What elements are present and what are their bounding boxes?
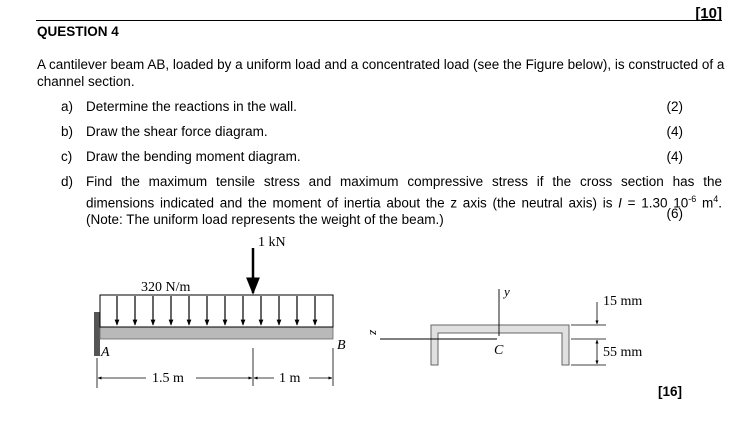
inertia-value: = 1.30 10 (621, 195, 689, 210)
part-d-main: Find the maximum tensile stress and maximum compressive stress if the cross section has the dimensions indicated and the moment of inertia about the z axis (the neutral axis) is (86, 174, 722, 210)
part-text: Draw the shear force diagram. (86, 124, 268, 139)
part-text: Draw the bending moment diagram. (86, 149, 301, 164)
part-marks: (6) (666, 206, 683, 221)
distributed-load-arrows (117, 296, 315, 325)
part-label: a) (61, 99, 74, 114)
dim-right-label: 1 m (279, 371, 301, 386)
question-title: QUESTION 4 (37, 24, 119, 39)
part-label: b) (61, 124, 74, 139)
part-text: Determine the reactions in the wall. (86, 99, 297, 114)
y-axis-label: y (504, 284, 510, 299)
beam (100, 327, 333, 339)
unit-exponent: 4 (713, 193, 719, 204)
inertia-unit: m (696, 195, 714, 210)
question-total-marks: [10] (695, 5, 722, 22)
centroid-label: C (494, 343, 504, 358)
point-b-label: B (337, 338, 346, 353)
distributed-load-label: 320 N/m (141, 280, 191, 295)
part-marks: (2) (666, 99, 683, 114)
part-label: d) (61, 174, 74, 189)
dim-left-label: 1.5 m (152, 371, 184, 386)
part-d-note: . (Note: The uniform load represents the weight of the beam.) (86, 195, 722, 227)
dim-top-label: 15 mm (603, 294, 643, 309)
question-intro: A cantilever beam AB, loaded by a uniform load and a concentrated load (see the Figure below), is constructed of a channel section. (37, 57, 725, 89)
question-total: [16] (657, 384, 682, 399)
fixed-wall (94, 312, 100, 356)
point-a-label: A (101, 345, 110, 360)
part-marks: (4) (666, 124, 683, 139)
inertia-exponent: -6 (688, 193, 697, 204)
z-axis-label: z (367, 330, 382, 336)
part-marks: (4) (666, 149, 683, 164)
dim-bottom-label: 55 mm (603, 345, 643, 360)
point-load-label: 1 kN (258, 235, 286, 250)
inertia-symbol: I (618, 195, 622, 210)
part-label: c) (61, 149, 73, 164)
